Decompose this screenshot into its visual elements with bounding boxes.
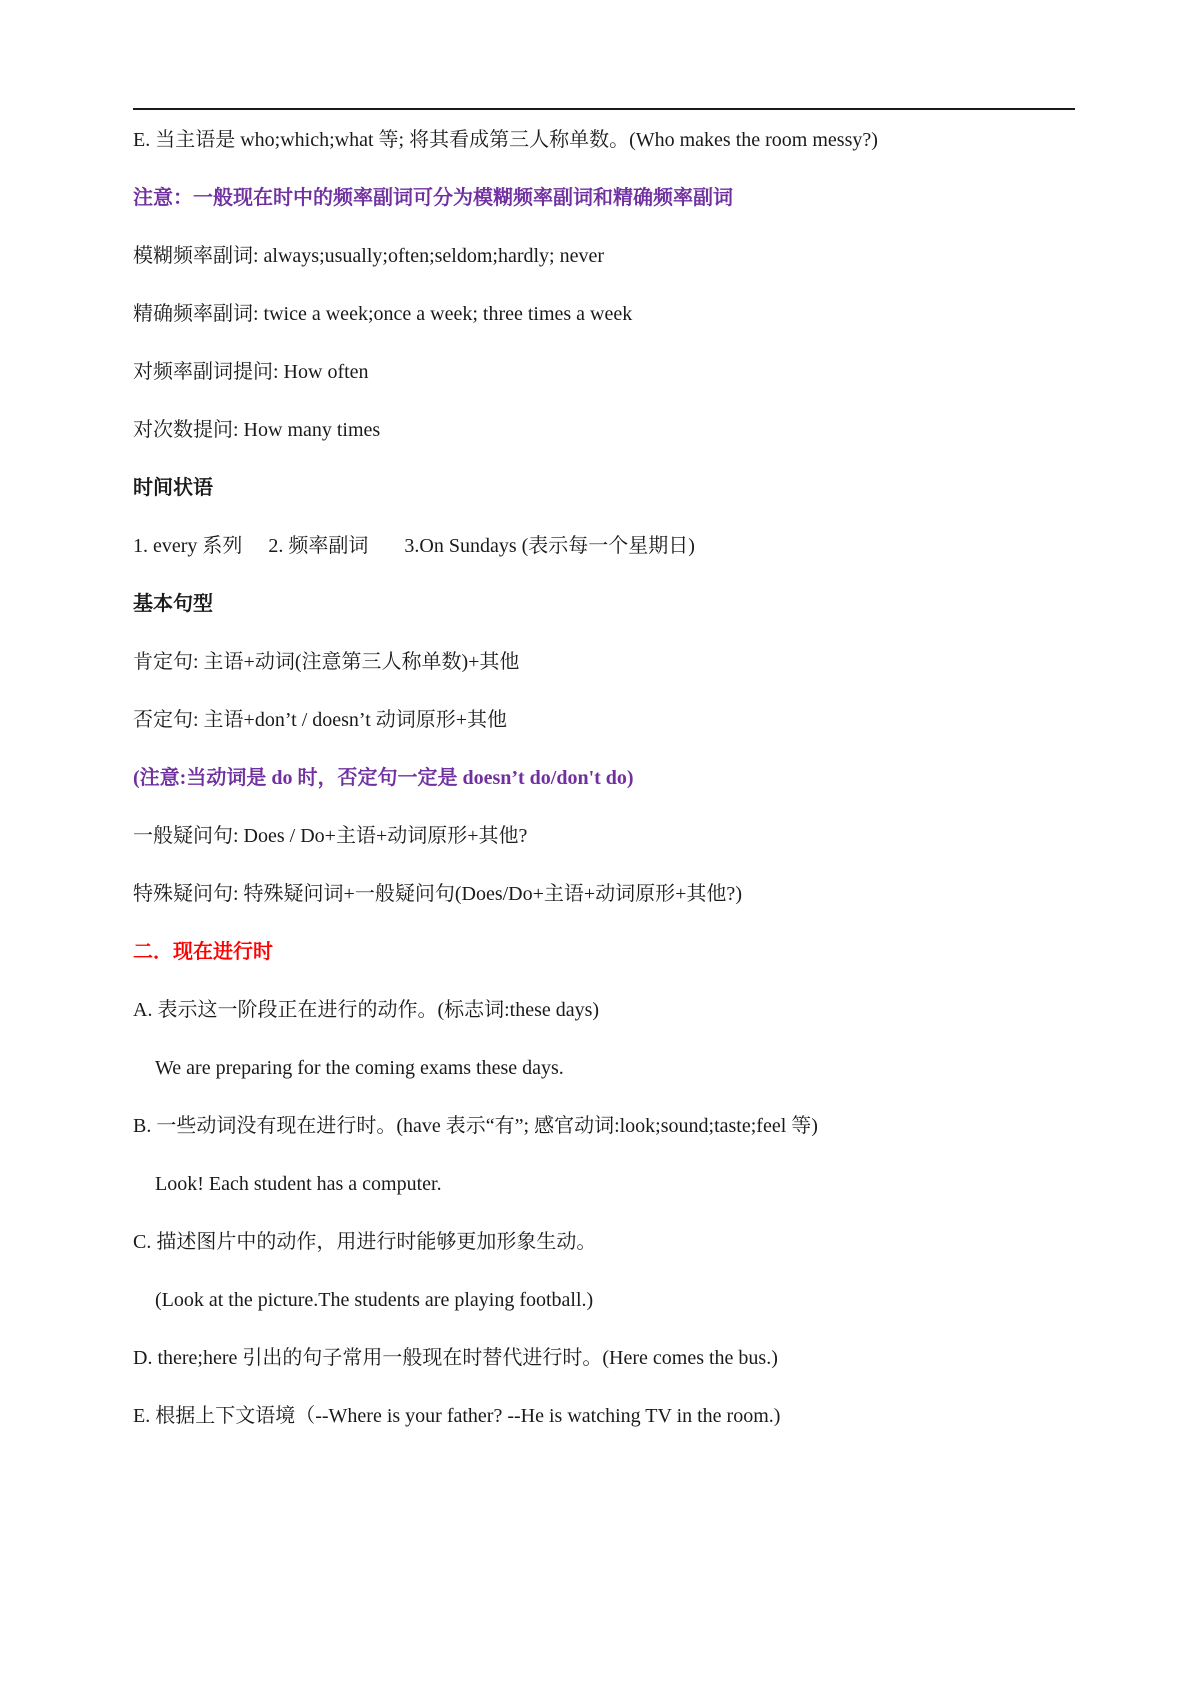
rule-c: C. 描述图片中的动作，用进行时能够更加形象生动。 bbox=[133, 1231, 597, 1253]
vague-frequency-adverbs: 模糊频率副词: always;usually;often;seldom;hardly; never bbox=[133, 245, 605, 267]
header-rule bbox=[133, 108, 1075, 110]
negative-sentence: 否定句: 主语+don’t / doesn’t 动词原形+其他 bbox=[133, 709, 508, 731]
section-two-heading: 二．现在进行时 bbox=[133, 941, 273, 963]
ask-frequency: 对频率副词提问: How often bbox=[133, 361, 369, 383]
rule-a: A. 表示这一阶段正在进行的动作。(标志词:these days) bbox=[133, 999, 600, 1021]
example-b: Look! Each student has a computer. bbox=[155, 1173, 442, 1195]
affirmative-sentence: 肯定句: 主语+动词(注意第三人称单数)+其他 bbox=[133, 651, 520, 673]
basic-pattern-heading: 基本句型 bbox=[133, 593, 213, 615]
rule-b: B. 一些动词没有现在进行时。(have 表示“有”; 感官动词:look;sound;taste;feel 等) bbox=[133, 1115, 818, 1137]
exact-frequency-adverbs: 精确频率副词: twice a week;once a week; three times a week bbox=[133, 303, 633, 325]
rule-e-subject: E. 当主语是 who;which;what 等; 将其看成第三人称单数。(Who makes the room messy?) bbox=[133, 129, 878, 151]
time-adverbial-list bbox=[133, 532, 695, 560]
time-adverbial-heading: 时间状语 bbox=[133, 477, 213, 499]
ask-times: 对次数提问: How many times bbox=[133, 419, 381, 441]
example-a: We are preparing for the coming exams these days. bbox=[155, 1057, 564, 1079]
special-question: 特殊疑问句: 特殊疑问词+一般疑问句(Does/Do+主语+动词原形+其他?) bbox=[133, 883, 742, 905]
example-c: (Look at the picture.The students are playing football.) bbox=[155, 1289, 594, 1311]
note-do-negative: (注意:当动词是 do 时，否定句一定是 doesn’t do/don't do) bbox=[133, 767, 634, 789]
rule-d: D. there;here 引出的句子常用一般现在时替代进行时。(Here comes the bus.) bbox=[133, 1347, 778, 1369]
note-frequency-adverbs: 注意：一般现在时中的频率副词可分为模糊频率副词和精确频率副词 bbox=[133, 187, 733, 209]
time-adverbial-item-2: 2. 频率副词 bbox=[268, 535, 369, 557]
general-question: 一般疑问句: Does / Do+主语+动词原形+其他? bbox=[133, 825, 528, 847]
time-adverbial-item-1: 1. every 系列 bbox=[133, 535, 243, 557]
rule-e-context: E. 根据上下文语境（--Where is your father? --He is watching TV in the room.) bbox=[133, 1405, 781, 1427]
time-adverbial-item-3: 3.On Sundays (表示每一个星期日) bbox=[404, 535, 695, 557]
